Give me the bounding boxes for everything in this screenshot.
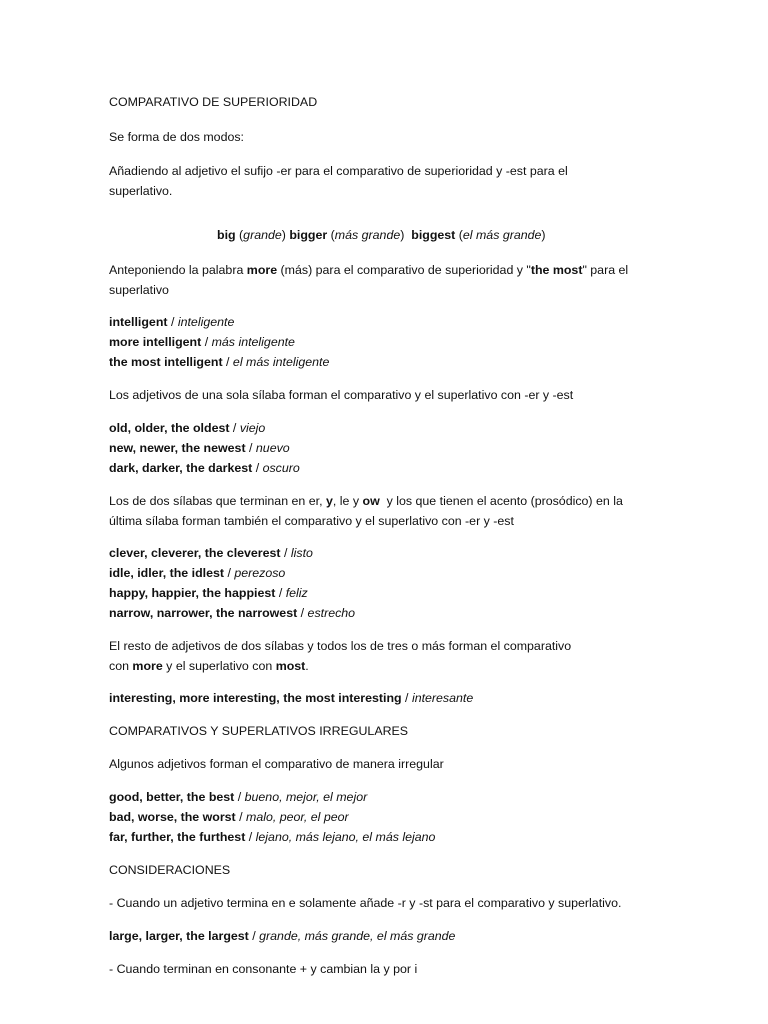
mode2-the-most: the most: [530, 263, 583, 277]
example-interesting: [109, 688, 473, 708]
example-good: [109, 787, 367, 807]
example-es: estrecho: [307, 606, 356, 620]
example-es: viejo: [239, 421, 266, 435]
example-large: [109, 926, 455, 946]
rule-longer-line-1: El resto de adjetivos de dos sílabas y todos los de tres o más forman el comparativo: [109, 639, 572, 653]
slash: /: [222, 355, 233, 369]
mode2-text-2: (más) para el comparativo de superioridad y ": [277, 263, 531, 277]
slash: /: [245, 830, 256, 844]
example-en: interesting, more interesting, the most interesting: [109, 691, 402, 705]
mode2-line-1: [109, 260, 628, 280]
trans-el-mas-grande: el más grande: [462, 228, 542, 242]
section-heading-comparativo: COMPARATIVO DE SUPERIORIDAD: [109, 95, 318, 109]
consideration-e-ending: - Cuando un adjetivo termina en e solamente añade -r y -st para el comparativo y superlativo.: [109, 896, 622, 910]
example-es: grande, más grande, el más grande: [259, 929, 456, 943]
mode1-line-1: Añadiendo al adjetivo el sufijo -er para el comparativo de superioridad y -est para el: [109, 164, 568, 178]
example-en: happy, happier, the happiest: [109, 586, 276, 600]
trans-grande: grande: [243, 228, 282, 242]
slash: /: [297, 606, 308, 620]
example-en: more intelligent: [109, 335, 202, 349]
word-biggest: biggest: [411, 228, 456, 242]
consideration-y-ending: - Cuando terminan en consonante + y cambian la y por i: [109, 962, 418, 976]
example-es: nuevo: [255, 441, 290, 455]
big-example-line: big (grande) bigger (más grande) biggest (el más grande): [217, 228, 546, 242]
slash: /: [201, 335, 212, 349]
example-happy: [109, 583, 308, 603]
example-en: bad, worse, the worst: [109, 810, 236, 824]
rule-one-syllable: Los adjetivos de una sola sílaba forman el comparativo y el superlativo con -er y -est: [109, 388, 574, 402]
example-dark: [109, 458, 300, 478]
section-heading-consideraciones: CONSIDERACIONES: [109, 863, 231, 877]
example-en: far, further, the furthest: [109, 830, 246, 844]
rule-irregular: Algunos adjetivos forman el comparativo de manera irregular: [109, 757, 444, 771]
mode2-text-1: Anteponiendo la palabra: [109, 263, 247, 277]
example-en: narrow, narrower, the narrowest: [109, 606, 298, 620]
example-es: feliz: [285, 586, 308, 600]
example-intelligent: [109, 312, 234, 332]
rule3-text-2: y el superlativo con: [162, 659, 276, 673]
rule3-more: more: [132, 659, 163, 673]
rule-two-syllable-line-1: [109, 491, 623, 511]
example-en: intelligent: [109, 315, 168, 329]
example-far: [109, 827, 435, 847]
example-most-intelligent: [109, 352, 329, 372]
slash: /: [224, 566, 235, 580]
example-es: perezoso: [234, 566, 286, 580]
slash: /: [235, 810, 247, 824]
slash: /: [252, 461, 263, 475]
slash: /: [245, 441, 256, 455]
example-en: old, older, the oldest: [109, 421, 230, 435]
rule3-text-1: con: [109, 659, 133, 673]
example-old: [109, 418, 265, 438]
slash: /: [248, 929, 260, 943]
example-bad: [109, 807, 349, 827]
example-en: the most intelligent: [109, 355, 223, 369]
example-es: bueno, mejor, el mejor: [244, 790, 368, 804]
example-en: dark, darker, the darkest: [109, 461, 253, 475]
example-es: inteligente: [177, 315, 235, 329]
example-es: listo: [290, 546, 313, 560]
intro-line: Se forma de dos modos:: [109, 130, 244, 144]
example-new: [109, 438, 290, 458]
example-clever: [109, 543, 313, 563]
rule2-y: y: [325, 494, 333, 508]
section-heading-irregulares: COMPARATIVOS Y SUPERLATIVOS IRREGULARES: [109, 724, 409, 738]
example-es: lejano, más lejano, el más lejano: [255, 830, 436, 844]
example-en: good, better, the best: [109, 790, 235, 804]
rule2-text-2: , le y: [332, 494, 363, 508]
example-en: clever, cleverer, the cleverest: [109, 546, 281, 560]
rule3-most: most: [275, 659, 306, 673]
word-big: big: [217, 228, 236, 242]
rule3-text-3: .: [305, 659, 309, 673]
slash: /: [167, 315, 178, 329]
mode2-line-2: superlativo: [109, 283, 169, 297]
word-bigger: bigger: [289, 228, 328, 242]
slash: /: [229, 421, 240, 435]
example-en: new, newer, the newest: [109, 441, 246, 455]
example-es: oscuro: [262, 461, 300, 475]
example-es: más inteligente: [211, 335, 295, 349]
example-es: malo, peor, el peor: [246, 810, 349, 824]
trans-mas-grande: más grande: [334, 228, 401, 242]
slash: /: [234, 790, 245, 804]
example-idle: [109, 563, 285, 583]
rule-longer-line-2: [109, 656, 309, 676]
mode2-more: more: [246, 263, 278, 277]
mode2-text-3: " para el: [582, 263, 629, 277]
rule2-text-3: y los que tienen el acento (prosódico) en la: [379, 494, 623, 508]
example-es: interesante: [411, 691, 474, 705]
rule2-text-1: Los de dos sílabas que terminan en er,: [109, 494, 326, 508]
example-more-intelligent: [109, 332, 295, 352]
example-en: idle, idler, the idlest: [109, 566, 224, 580]
example-es: el más inteligente: [232, 355, 330, 369]
slash: /: [401, 691, 412, 705]
slash: /: [280, 546, 291, 560]
slash: /: [275, 586, 286, 600]
example-narrow: [109, 603, 355, 623]
mode1-line-2: superlativo.: [109, 184, 173, 198]
example-en: large, larger, the largest: [109, 929, 249, 943]
rule-two-syllable-line-2: última sílaba forman también el comparativo y el superlativo con -er y -est: [109, 514, 514, 528]
rule2-ow: ow: [362, 494, 380, 508]
